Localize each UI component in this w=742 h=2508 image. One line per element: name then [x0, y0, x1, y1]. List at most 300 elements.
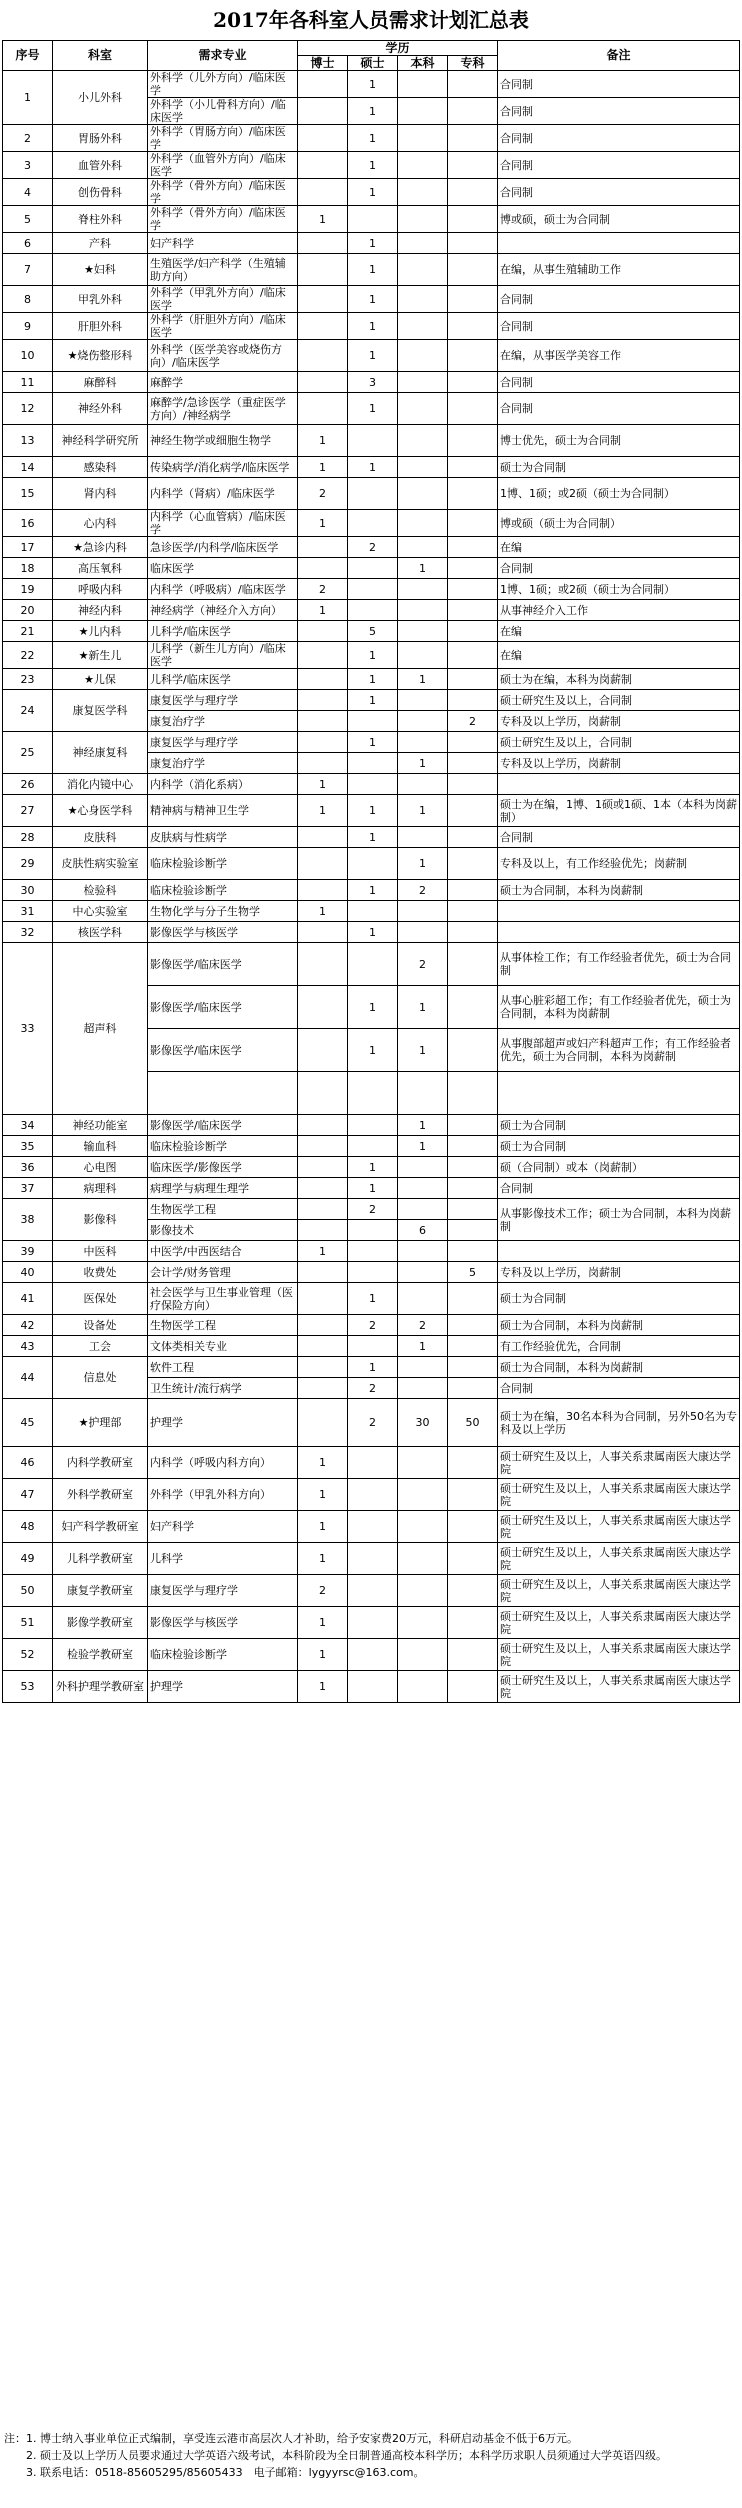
cell-college [448, 1115, 498, 1136]
cell-phd [298, 558, 348, 579]
cell-seq: 42 [3, 1315, 53, 1336]
table-row [3, 1671, 740, 1703]
cell-college [448, 795, 498, 827]
table-row [3, 510, 740, 537]
cell-phd: 1 [298, 425, 348, 457]
cell-college [448, 286, 498, 313]
cell-master [348, 510, 398, 537]
cell-bachelor [398, 457, 448, 478]
cell-major: 文体类相关专业 [148, 1336, 298, 1357]
table-row [3, 71, 740, 98]
cell-phd [298, 1199, 348, 1220]
cell-major: 康复治疗学 [148, 711, 298, 732]
cell-note: 博士优先，硕士为合同制 [498, 425, 740, 457]
cell-seq: 11 [3, 372, 53, 393]
cell-master: 1 [348, 986, 398, 1029]
cell-dept: 外科护理学教研室 [53, 1671, 148, 1703]
cell-phd [298, 1115, 348, 1136]
cell-master: 1 [348, 795, 398, 827]
cell-master [348, 1136, 398, 1157]
cell-major: 临床检验诊断学 [148, 848, 298, 880]
cell-major: 麻醉学 [148, 372, 298, 393]
cell-college [448, 642, 498, 669]
cell-phd [298, 1399, 348, 1447]
cell-note: 在编 [498, 642, 740, 669]
cell-note: 从事腹部超声或妇产科超声工作；有工作经验者优先，硕士为合同制，本科为岗薪制 [498, 1029, 740, 1072]
cell-major: 儿科学/临床医学 [148, 621, 298, 642]
cell-master [348, 901, 398, 922]
cell-seq: 2 [3, 125, 53, 152]
cell-dept: 高压氧科 [53, 558, 148, 579]
cell-major: 外科学（甲乳外科方向） [148, 1479, 298, 1511]
cell-phd [298, 1378, 348, 1399]
cell-master [348, 1575, 398, 1607]
cell-college: 2 [448, 711, 498, 732]
cell-dept: 设备处 [53, 1315, 148, 1336]
cell-major: 护理学 [148, 1399, 298, 1447]
cell-major: 外科学（骨外方向）/临床医学 [148, 179, 298, 206]
table-row [3, 669, 740, 690]
cell-master: 1 [348, 669, 398, 690]
cell-major: 外科学（儿外方向）/临床医学 [148, 71, 298, 98]
table-row [3, 1479, 740, 1511]
cell-phd [298, 71, 348, 98]
table-row [3, 774, 740, 795]
cell-phd [298, 848, 348, 880]
cell-phd: 1 [298, 901, 348, 922]
cell-seq: 10 [3, 340, 53, 372]
header-bachelor: 本科 [398, 56, 448, 71]
cell-note: 硕士研究生及以上，人事关系隶属南医大康达学院 [498, 1575, 740, 1607]
cell-dept: 影像学教研室 [53, 1607, 148, 1639]
cell-master [348, 1262, 398, 1283]
cell-major: 影像医学/临床医学 [148, 943, 298, 986]
table-row [3, 1639, 740, 1671]
cell-master [348, 558, 398, 579]
cell-seq: 9 [3, 313, 53, 340]
cell-master [348, 753, 398, 774]
cell-master [348, 943, 398, 986]
cell-dept: 检验科 [53, 880, 148, 901]
cell-major: 临床检验诊断学 [148, 1136, 298, 1157]
table-row [3, 732, 740, 753]
table-row [3, 579, 740, 600]
cell-phd [298, 125, 348, 152]
cell-seq: 32 [3, 922, 53, 943]
cell-phd: 1 [298, 1639, 348, 1671]
cell-note [498, 901, 740, 922]
cell-major: 急诊医学/内科学/临床医学 [148, 537, 298, 558]
cell-master [348, 1072, 398, 1115]
cell-master [348, 1479, 398, 1511]
table-row [3, 1399, 740, 1447]
cell-master: 1 [348, 179, 398, 206]
cell-master [348, 1447, 398, 1479]
cell-dept: ★妇科 [53, 254, 148, 286]
cell-dept: 血管外科 [53, 152, 148, 179]
table-row [3, 943, 740, 986]
cell-bachelor [398, 286, 448, 313]
cell-note: 专科及以上学历，岗薪制 [498, 1262, 740, 1283]
cell-dept: 神经科学研究所 [53, 425, 148, 457]
cell-phd [298, 340, 348, 372]
cell-master: 1 [348, 313, 398, 340]
cell-major: 麻醉学/急诊医学（重症医学方向）/神经病学 [148, 393, 298, 425]
cell-seq: 4 [3, 179, 53, 206]
cell-dept: 皮肤性病实验室 [53, 848, 148, 880]
cell-major: 精神病与精神卫生学 [148, 795, 298, 827]
cell-college [448, 880, 498, 901]
cell-bachelor: 6 [398, 1220, 448, 1241]
table-row [3, 600, 740, 621]
cell-seq: 5 [3, 206, 53, 233]
cell-master [348, 848, 398, 880]
cell-dept: 皮肤科 [53, 827, 148, 848]
cell-college [448, 1136, 498, 1157]
cell-note: 合同制 [498, 1178, 740, 1199]
page-title: 2017年各科室人员需求计划汇总表 [213, 8, 529, 32]
cell-seq: 37 [3, 1178, 53, 1199]
cell-college [448, 901, 498, 922]
cell-bachelor [398, 206, 448, 233]
cell-phd: 1 [298, 1241, 348, 1262]
cell-master: 2 [348, 1315, 398, 1336]
cell-bachelor [398, 1511, 448, 1543]
cell-phd [298, 1072, 348, 1115]
table-row [3, 1336, 740, 1357]
cell-note: 合同制 [498, 179, 740, 206]
cell-seq: 44 [3, 1357, 53, 1399]
cell-note: 合同制 [498, 98, 740, 125]
cell-seq: 14 [3, 457, 53, 478]
table-row [3, 848, 740, 880]
cell-seq: 46 [3, 1447, 53, 1479]
cell-note: 合同制 [498, 286, 740, 313]
cell-bachelor [398, 579, 448, 600]
cell-master [348, 774, 398, 795]
header-phd: 博士 [298, 56, 348, 71]
footnote-1: 注：1. 博士纳入事业单位正式编制，享受连云港市高层次人才补助，给予安家费20万元，科研启动基金不低于6万元。 [4, 2432, 578, 2445]
cell-major: 传染病学/消化病学/临床医学 [148, 457, 298, 478]
cell-major: 生物医学工程 [148, 1199, 298, 1220]
cell-dept: 心电图 [53, 1157, 148, 1178]
cell-note: 从事神经介入工作 [498, 600, 740, 621]
cell-note: 在编，从事医学美容工作 [498, 340, 740, 372]
cell-major: 内科学（心血管病）/临床医学 [148, 510, 298, 537]
cell-note: 硕士为合同制 [498, 1136, 740, 1157]
cell-dept: 中医科 [53, 1241, 148, 1262]
table-row [3, 1575, 740, 1607]
cell-major: 软件工程 [148, 1357, 298, 1378]
cell-seq: 41 [3, 1283, 53, 1315]
cell-note [498, 1072, 740, 1115]
cell-college [448, 254, 498, 286]
table-row [3, 901, 740, 922]
cell-phd: 1 [298, 1607, 348, 1639]
cell-master: 1 [348, 393, 398, 425]
cell-dept: 工会 [53, 1336, 148, 1357]
cell-seq: 6 [3, 233, 53, 254]
cell-seq: 3 [3, 152, 53, 179]
cell-college [448, 669, 498, 690]
cell-phd [298, 1262, 348, 1283]
cell-college [448, 1157, 498, 1178]
cell-major: 内科学（呼吸病）/临床医学 [148, 579, 298, 600]
cell-bachelor [398, 774, 448, 795]
cell-bachelor [398, 732, 448, 753]
cell-bachelor: 2 [398, 1315, 448, 1336]
cell-bachelor: 1 [398, 1136, 448, 1157]
cell-major: 内科学（肾病）/临床医学 [148, 478, 298, 510]
cell-seq: 34 [3, 1115, 53, 1136]
cell-phd: 1 [298, 1479, 348, 1511]
cell-phd [298, 986, 348, 1029]
cell-bachelor [398, 152, 448, 179]
cell-note: 硕士研究生及以上，人事关系隶属南医大康达学院 [498, 1543, 740, 1575]
table-row [3, 1262, 740, 1283]
cell-college [448, 125, 498, 152]
cell-dept: ★儿保 [53, 669, 148, 690]
table-row [3, 393, 740, 425]
cell-master: 2 [348, 537, 398, 558]
cell-bachelor [398, 179, 448, 206]
cell-master [348, 711, 398, 732]
cell-major: 康复治疗学 [148, 753, 298, 774]
cell-note: 从事心脏彩超工作；有工作经验者优先，硕士为合同制，本科为岗薪制 [498, 986, 740, 1029]
cell-bachelor [398, 98, 448, 125]
cell-bachelor [398, 1241, 448, 1262]
cell-note: 合同制 [498, 71, 740, 98]
cell-college: 50 [448, 1399, 498, 1447]
cell-note: 硕士研究生及以上，人事关系隶属南医大康达学院 [498, 1607, 740, 1639]
cell-bachelor [398, 1479, 448, 1511]
cell-major: 影像医学/临床医学 [148, 1029, 298, 1072]
cell-major: 儿科学 [148, 1543, 298, 1575]
cell-phd [298, 1157, 348, 1178]
cell-major: 外科学（胃肠方向）/临床医学 [148, 125, 298, 152]
table-row [3, 254, 740, 286]
cell-phd [298, 1357, 348, 1378]
cell-note [498, 1241, 740, 1262]
cell-major: 外科学（肝胆外方向）/临床医学 [148, 313, 298, 340]
cell-college [448, 1607, 498, 1639]
cell-bachelor [398, 1607, 448, 1639]
cell-master: 1 [348, 254, 398, 286]
cell-phd [298, 711, 348, 732]
cell-bachelor: 1 [398, 669, 448, 690]
cell-phd: 1 [298, 206, 348, 233]
cell-phd [298, 827, 348, 848]
cell-bachelor [398, 621, 448, 642]
cell-bachelor [398, 393, 448, 425]
table-row [3, 125, 740, 152]
cell-college [448, 558, 498, 579]
cell-dept: 麻醉科 [53, 372, 148, 393]
cell-major: 临床检验诊断学 [148, 880, 298, 901]
cell-note: 硕士为在编，本科为岗薪制 [498, 669, 740, 690]
cell-dept: 肝胆外科 [53, 313, 148, 340]
cell-bachelor [398, 600, 448, 621]
cell-seq: 53 [3, 1671, 53, 1703]
cell-college [448, 372, 498, 393]
cell-phd: 1 [298, 774, 348, 795]
cell-bachelor: 1 [398, 986, 448, 1029]
cell-note [498, 233, 740, 254]
cell-major: 外科学（甲乳外方向）/临床医学 [148, 286, 298, 313]
cell-college [448, 1447, 498, 1479]
cell-phd: 1 [298, 510, 348, 537]
cell-major: 中医学/中西医结合 [148, 1241, 298, 1262]
cell-note: 硕士为合同制，本科为岗薪制 [498, 1315, 740, 1336]
table-row [3, 206, 740, 233]
cell-bachelor: 1 [398, 1029, 448, 1072]
cell-master [348, 425, 398, 457]
cell-master: 1 [348, 642, 398, 669]
cell-seq: 33 [3, 943, 53, 1115]
cell-note: 专科及以上学历，岗薪制 [498, 753, 740, 774]
cell-phd [298, 233, 348, 254]
cell-bachelor [398, 901, 448, 922]
cell-master [348, 1241, 398, 1262]
cell-dept: 消化内镜中心 [53, 774, 148, 795]
cell-college [448, 827, 498, 848]
cell-dept: 输血科 [53, 1136, 148, 1157]
cell-master: 1 [348, 286, 398, 313]
table-row [3, 478, 740, 510]
cell-bachelor [398, 510, 448, 537]
cell-phd [298, 880, 348, 901]
cell-note: 合同制 [498, 558, 740, 579]
cell-college: 5 [448, 1262, 498, 1283]
cell-phd [298, 642, 348, 669]
cell-note: 专科及以上学历，岗薪制 [498, 711, 740, 732]
cell-phd: 1 [298, 600, 348, 621]
cell-note: 合同制 [498, 313, 740, 340]
cell-major: 外科学（医学美容或烧伤方向）/临床医学 [148, 340, 298, 372]
cell-dept: 儿科学教研室 [53, 1543, 148, 1575]
header-education: 学历 [298, 41, 498, 56]
cell-phd [298, 732, 348, 753]
cell-major: 临床医学 [148, 558, 298, 579]
table-row [3, 1157, 740, 1178]
cell-major: 护理学 [148, 1671, 298, 1703]
cell-college [448, 179, 498, 206]
table-row [3, 1283, 740, 1315]
cell-note: 硕士为合同制，本科为岗薪制 [498, 1357, 740, 1378]
cell-seq: 13 [3, 425, 53, 457]
cell-dept: 检验学教研室 [53, 1639, 148, 1671]
cell-bachelor [398, 1447, 448, 1479]
table-row [3, 1447, 740, 1479]
cell-college [448, 457, 498, 478]
cell-seq: 48 [3, 1511, 53, 1543]
cell-major: 生物医学工程 [148, 1315, 298, 1336]
cell-college [448, 1639, 498, 1671]
cell-phd: 2 [298, 579, 348, 600]
cell-phd: 2 [298, 478, 348, 510]
cell-phd [298, 1136, 348, 1157]
cell-bachelor: 2 [398, 880, 448, 901]
cell-seq: 43 [3, 1336, 53, 1357]
cell-dept: 产科 [53, 233, 148, 254]
cell-note: 硕士为合同制 [498, 1115, 740, 1136]
footnote-2: 2. 硕士及以上学历人员要求通过大学英语六级考试，本科阶段为全日制普通高校本科学历；本科学历求职人员须通过大学英语四级。 [26, 2449, 667, 2462]
cell-phd: 1 [298, 795, 348, 827]
cell-major: 生物化学与分子生物学 [148, 901, 298, 922]
table-row [3, 690, 740, 711]
cell-phd [298, 1336, 348, 1357]
cell-bachelor [398, 313, 448, 340]
cell-seq: 25 [3, 732, 53, 774]
cell-note: 硕士为合同制，本科为岗薪制 [498, 880, 740, 901]
cell-seq: 28 [3, 827, 53, 848]
cell-college [448, 1315, 498, 1336]
cell-bachelor [398, 1357, 448, 1378]
cell-dept: 脊柱外科 [53, 206, 148, 233]
cell-note: 硕士为合同制 [498, 457, 740, 478]
header-master: 硕士 [348, 56, 398, 71]
cell-bachelor [398, 642, 448, 669]
cell-seq: 17 [3, 537, 53, 558]
cell-master: 1 [348, 922, 398, 943]
cell-major: 卫生统计/流行病学 [148, 1378, 298, 1399]
cell-major: 影像医学与核医学 [148, 922, 298, 943]
table-row [3, 1315, 740, 1336]
cell-seq: 52 [3, 1639, 53, 1671]
cell-major: 外科学（血管外方向）/临床医学 [148, 152, 298, 179]
cell-note: 合同制 [498, 152, 740, 179]
cell-phd [298, 753, 348, 774]
cell-phd: 1 [298, 1447, 348, 1479]
cell-phd: 1 [298, 1543, 348, 1575]
cell-bachelor: 1 [398, 848, 448, 880]
cell-master: 2 [348, 1199, 398, 1220]
header-major: 需求专业 [148, 41, 298, 71]
cell-bachelor [398, 254, 448, 286]
cell-college [448, 71, 498, 98]
cell-master [348, 206, 398, 233]
cell-master [348, 1336, 398, 1357]
cell-dept: 感染科 [53, 457, 148, 478]
cell-phd [298, 1315, 348, 1336]
cell-bachelor [398, 1178, 448, 1199]
cell-seq: 29 [3, 848, 53, 880]
cell-college [448, 986, 498, 1029]
cell-seq: 49 [3, 1543, 53, 1575]
cell-phd [298, 254, 348, 286]
cell-college [448, 1543, 498, 1575]
cell-dept: 神经外科 [53, 393, 148, 425]
cell-dept: 外科学教研室 [53, 1479, 148, 1511]
cell-college [448, 340, 498, 372]
cell-college [448, 1178, 498, 1199]
table-row [3, 1511, 740, 1543]
cell-college [448, 1029, 498, 1072]
cell-bachelor: 1 [398, 558, 448, 579]
footnotes [4, 2430, 738, 2481]
cell-college [448, 1283, 498, 1315]
table-row [3, 179, 740, 206]
cell-bachelor [398, 233, 448, 254]
cell-phd [298, 286, 348, 313]
cell-college [448, 510, 498, 537]
cell-master [348, 600, 398, 621]
cell-bachelor [398, 1543, 448, 1575]
cell-major: 外科学（小儿骨科方向）/临床医学 [148, 98, 298, 125]
cell-dept: 创伤骨科 [53, 179, 148, 206]
cell-dept: 神经功能室 [53, 1115, 148, 1136]
cell-note: 1博、1硕；或2硕（硕士为合同制） [498, 478, 740, 510]
